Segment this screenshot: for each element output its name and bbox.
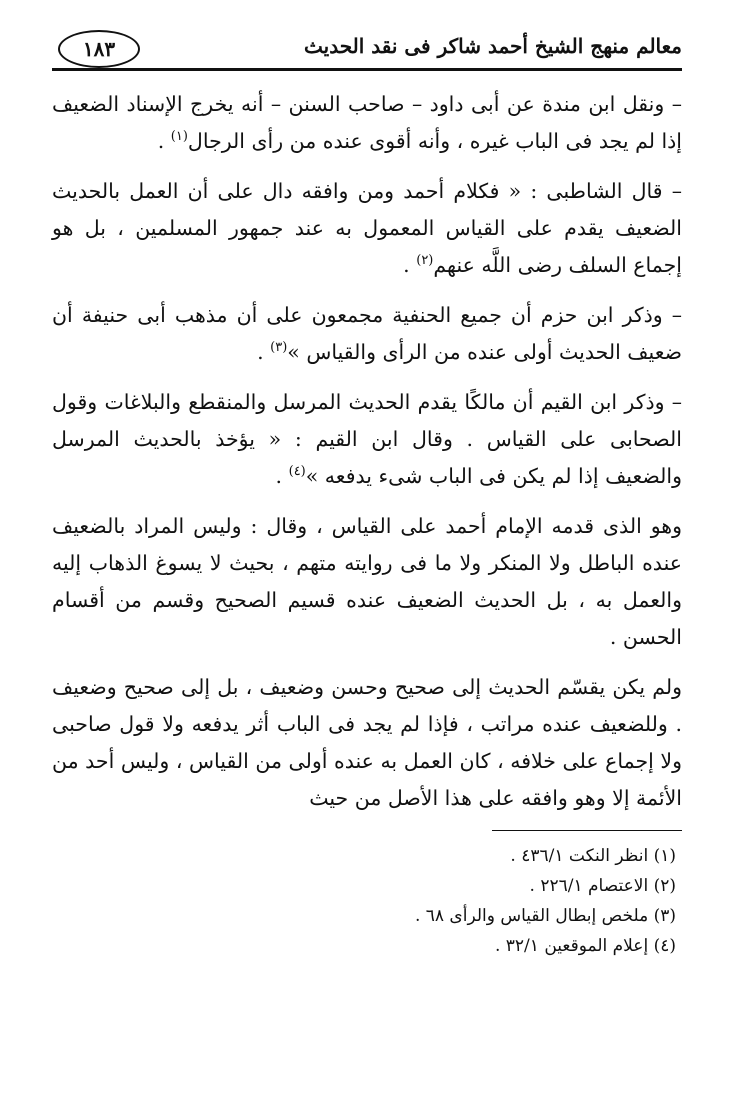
- paragraph-tail: .: [157, 129, 165, 153]
- paragraph-text: – قال الشاطبى : « فكلام أحمد ومن وافقه دال على أن العمل بالحديث الضعيف يقدم على القياس المعمول به عند جمهور المسلمين ، بل هو إجماع السلف رضى اللَّه عنهم: [52, 179, 682, 277]
- paragraph: [52, 508, 682, 656]
- footnote-ref: (٣): [270, 340, 288, 356]
- paragraph: [52, 86, 682, 160]
- main-text: [52, 86, 682, 817]
- footnotes: [52, 841, 682, 961]
- page-number: ١٨٣: [58, 30, 140, 68]
- paragraph-tail: .: [403, 253, 410, 277]
- footnote: (٢) الاعتصام ٢٢٦/١ .: [529, 876, 676, 896]
- footnote: (٣) ملخص إبطال القياس والرأى ٦٨ .: [414, 906, 676, 926]
- footnote-ref: (٤): [288, 464, 306, 480]
- paragraph-tail: .: [257, 340, 264, 364]
- paragraph: [52, 173, 682, 284]
- header-rule: [52, 68, 682, 71]
- paragraph-text: وهو الذى قدمه الإمام أحمد على القياس ، وقال : وليس المراد بالضعيف عنده الباطل ولا المنكر ولا ما فى روايته متهم ، بحيث لا يسوغ الذهاب إليه والعمل به ، بل الحديث الضعيف عنده قسيم الصحيح وقسم من أقسام الحسن .: [52, 514, 682, 649]
- paragraph-tail: .: [275, 464, 283, 488]
- paragraph: [52, 384, 682, 495]
- paragraph-text: – وذكر ابن حزم أن جميع الحنفية مجمعون على أن مذهب أبى حنيفة أن ضعيف الحديث أولى عنده من الرأى والقياس »: [52, 303, 682, 364]
- running-title: معالم منهج الشيخ أحمد شاكر فى نقد الحديث: [304, 34, 682, 58]
- paragraph-text: – وذكر ابن القيم أن مالكًا يقدم الحديث المرسل والمنقطع والبلاغات وقول الصحابى على القياس . وقال ابن القيم : « يؤخذ بالحديث المرسل والضعيف إذا لم يكن فى الباب شىء يدفعه »: [52, 390, 682, 488]
- footnote-ref: (١): [170, 129, 188, 145]
- page-header: [52, 28, 682, 72]
- footnote-rule: [492, 830, 682, 831]
- footnote: (٤) إعلام الموقعين ٣٢/١ .: [494, 936, 676, 956]
- paragraph: [52, 297, 682, 371]
- paragraph-text: ولم يكن يقسّم الحديث إلى صحيح وحسن وضعيف ، بل إلى صحيح وضعيف . وللضعيف عنده مراتب ، فإذا لم يجد فى الباب أثر يدفعه ولا قول صاحبى ولا إجماع على خلافه ، كان العمل به عنده أولى من القياس ، وليس أحد من الأئمة إلا وهو وافقه على هذا الأصل من حيث: [52, 675, 682, 810]
- book-page: [52, 28, 682, 1088]
- footnote-ref: (٢): [416, 253, 434, 269]
- paragraph: [52, 669, 682, 817]
- paragraph-text: – ونقل ابن مندة عن أبى داود – صاحب السنن – أنه يخرج الإسناد الضعيف إذا لم يجد فى الباب غيره ، وأنه أقوى عنده من رأى الرجال: [52, 92, 682, 153]
- footnote: (١) انظر النكت ٤٣٦/١ .: [510, 846, 676, 866]
